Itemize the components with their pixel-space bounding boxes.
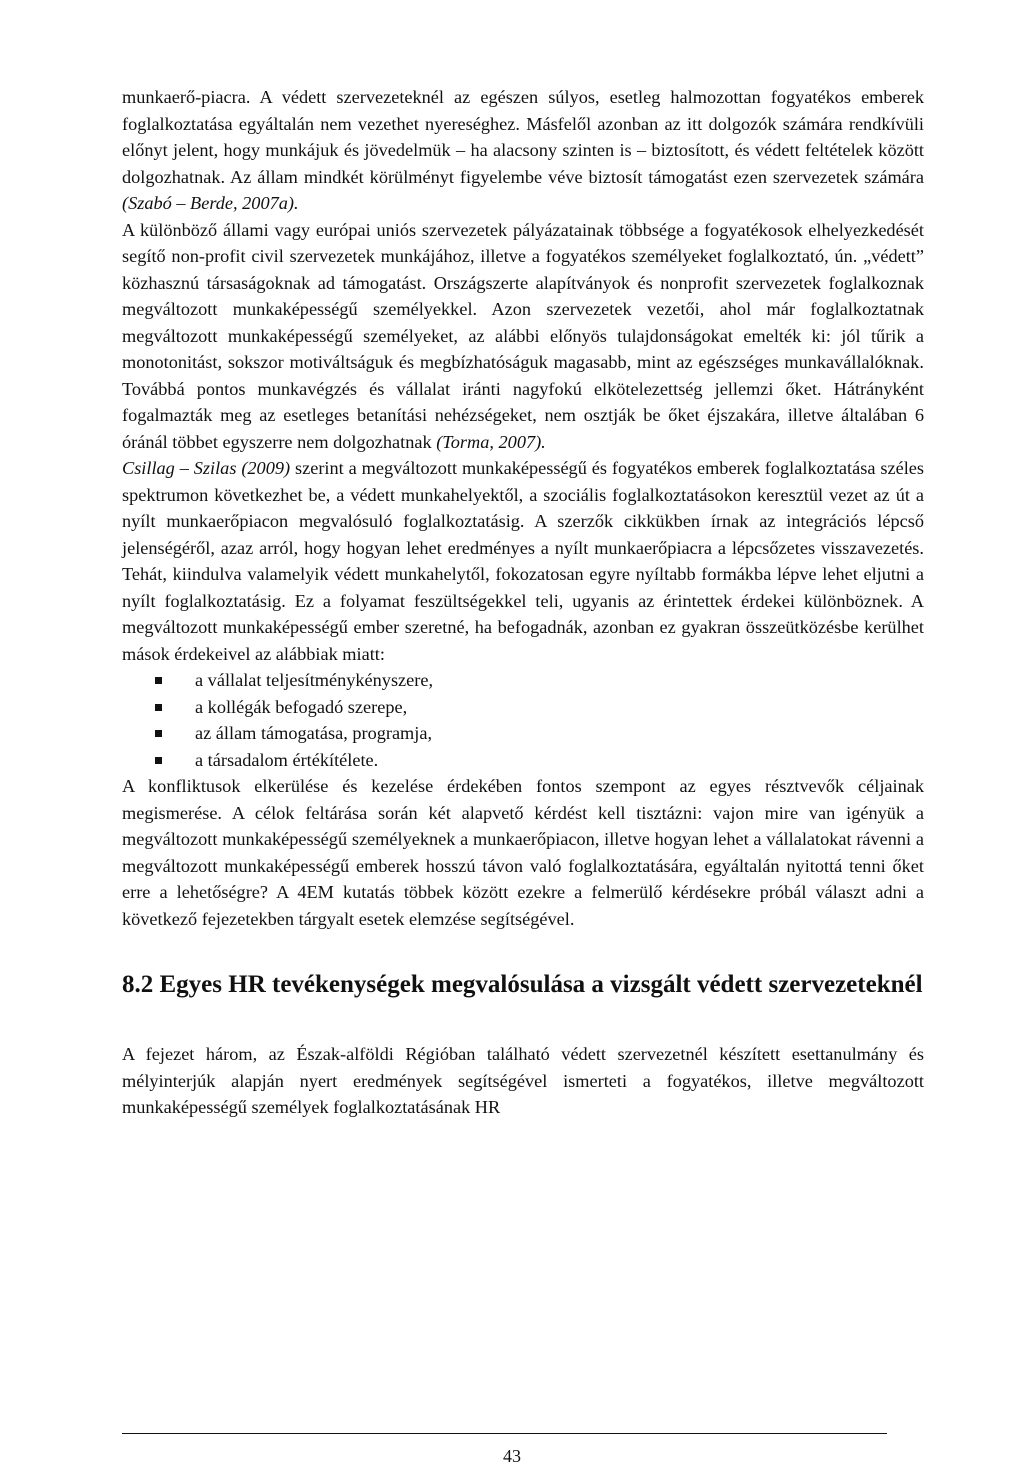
list-item: a vállalat teljesítménykényszere, — [122, 667, 924, 694]
text-run: szerint a megváltozott munkaképességű és fogyatékos emberek foglalkoztatása széles spektrumon következhet be, a védett munkahelyektől, a szociális foglalkoztatásokon keresztül vezet az út a nyílt munkaerőpiacon megvalósuló foglalkoztatásig. A szerzők cikkükben írnak az integrációs lépcső jelenségéről, azaz arról, hogy hogyan lehet eredményes a nyílt munkaerőpiacra a lépcsőzetes visszavezetés. Tehát, kiindulva valamelyik védett munkahelytől, fokozatosan egyre nyíltabb formákba lépve lehet eljutni a nyílt foglalkoztatásig. Ez a folyamat feszültségekkel teli, ugyanis az érintettek érdekei különböznek. A megváltozott munkaképességű ember szeretné, ha befogadnák, azonban ez gyakran összeütközésbe kerülhet mások érdekeivel az alábbiak miatt: — [122, 458, 924, 664]
text-run: A különböző állami vagy európai uniós szervezetek pályázatainak többsége a fogyatékosok elhelyezkedését segítő non-profit civil szervezetek munkájához, illetve a fogyatékos személyeket foglalkoztató, ún. „védett” közhasznú társaságoknak ad támogatást. Országszerte alapítványok és nonprofit szervezetek foglalkoznak megváltozott munkaképességű személyekkel. Azon szervezetek vezetői, ahol már foglalkoztatnak megváltozott munkaképességű személyeket, az alábbi előnyös tulajdonságokat emelték ki: jól tűrik a monotonitást, sokszor motiváltságuk és megbízhatóságuk magasabb, mint az egészséges munkavállalóknak. Továbbá pontos munkavégzés és vállalat iránti nagyfokú elkötelezettség jellemzi őket. Hátrányként fogalmazták meg az esetleges betanítási nehézségeket, nem osztják be őket éjszakára, illetve általában 6 óránál többet egyszerre nem dolgozhatnak — [122, 219, 924, 452]
paragraph-1 — [122, 84, 924, 217]
section-paragraph: A fejezet három, az Észak-alföldi Régióban található védett szervezetnél készített esettanulmány és mélyinterjúk alapján nyert eredmények segítségével ismerteti a fogyatékos, illetve megváltozott munkaképességű személyek foglalkoztatásának HR — [122, 1044, 924, 1117]
list-item: a kollégák befogadó szerepe, — [122, 694, 924, 721]
citation-csillag-szilas: Csillag – Szilas (2009) — [122, 458, 291, 478]
paragraph-3 — [122, 455, 924, 667]
citation-torma: (Torma, 2007). — [436, 431, 546, 452]
list-item: az állam támogatása, programja, — [122, 720, 924, 747]
text-run: munkaerő-piacra. A védett szervezeteknél az egészen súlyos, esetleg halmozottan fogyatékos emberek foglalkoztatása egyáltalán nem vezethet nyereséghez. Másfelől azonban az itt dolgozók számára rendkívüli előnyt jelent, hogy munkájuk és jövedelmük – ha alacsony szinten is – biztosított, és védett feltételek között dolgozhatnak. Az állam mindkét körülményt figyelembe véve biztosít támogatást ezen szervezetek számára — [122, 87, 924, 187]
paragraph-2 — [122, 217, 924, 456]
list-item: a társadalom értékítélete. — [122, 747, 924, 774]
citation-szabo-berde: (Szabó – Berde, 2007a). — [122, 193, 299, 213]
page-body — [122, 84, 924, 1121]
paragraph-4: A konfliktusok elkerülése és kezelése érdekében fontos szempont az egyes résztvevők céljainak megismerése. A célok feltárása során két alapvető kérdést kell tisztázni: vajon mire van igényük a megváltozott munkaképességű személyeknek a munkaerőpiacon, illetve hogyan lehet a vállalatokat rávenni a megváltozott munkaképességű emberek hosszú távon való foglalkoztatására, egyáltalán nyitottá tenni őket erre a lehetőségre? A 4EM kutatás többek között ezekre a felmerülő kérdésekre próbál választ adni a következő fejezetekben tárgyalt esetek elemzése segítségével. — [122, 776, 924, 929]
conflict-list — [122, 667, 924, 773]
footer-divider — [122, 1433, 887, 1434]
section-heading: 8.2 Egyes HR tevékenységek megvalósulása a vizsgált védett szervezeteknél — [122, 971, 923, 998]
page-number: 43 — [503, 1446, 521, 1466]
